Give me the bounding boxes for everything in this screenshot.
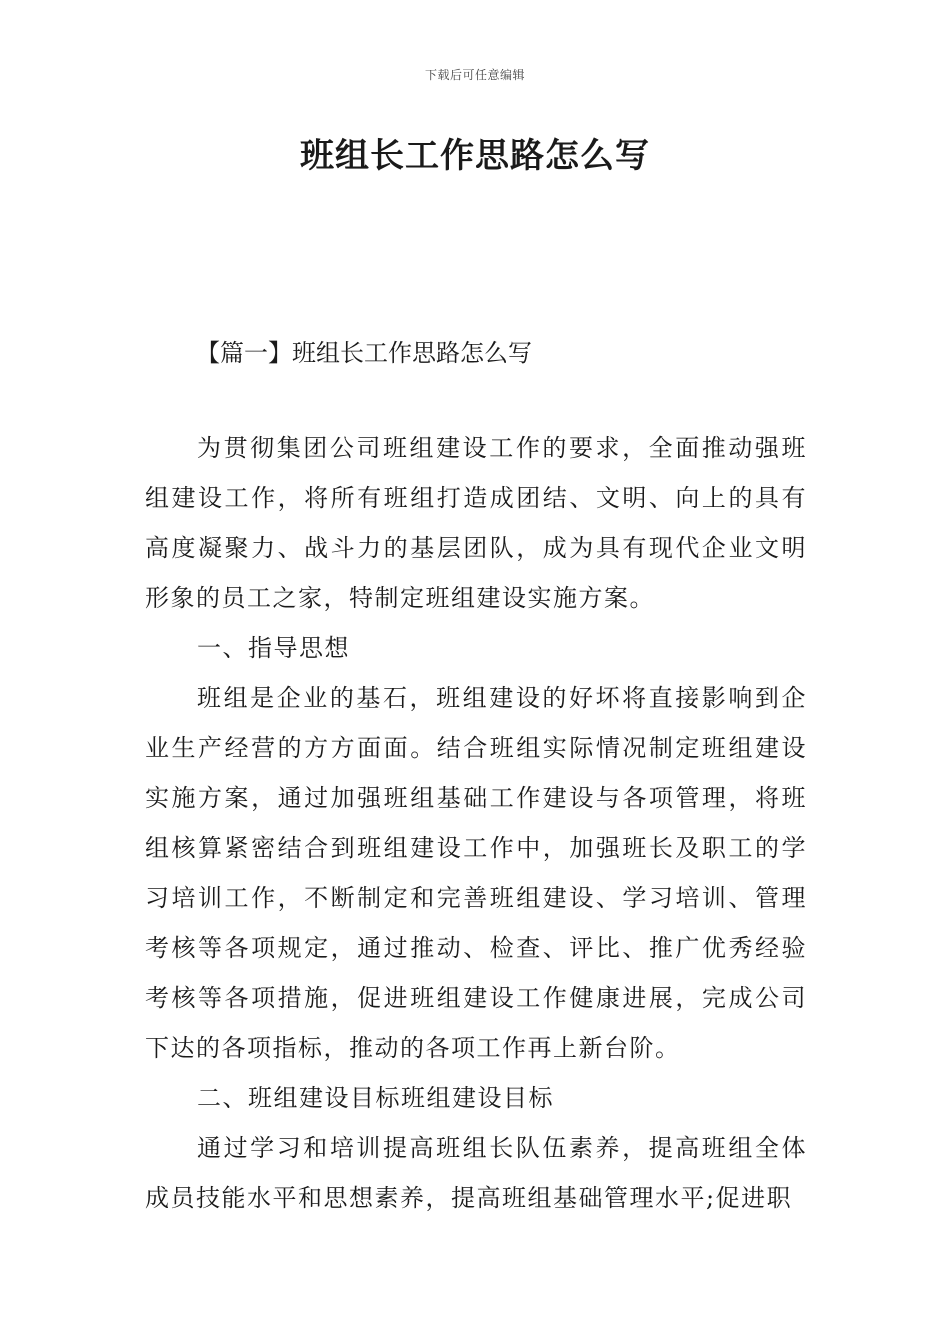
document-title: 班组长工作思路怎么写 [300, 136, 650, 176]
subheading-team-goals: 二、班组建设目标班组建设目标 [197, 1084, 554, 1112]
paragraph-guiding-ideology: 班组是企业的基石，班组建设的好坏将直接影响到企业生产经营的方方面面。结合班组实际情况制定班组建设实施方案，通过加强班组基础工作建设与各项管理，将班组核算紧密结合到班组建设工作中，加强班长及职工的学习培训工作，不断制定和完善班组建设、学习培训、管理考核等各项规定，通过推动、检查、评比、推广优秀经验考核等各项措施，促进班组建设工作健康进展，完成公司下达的各项指标，推动的各项工作再上新台阶。 [145, 684, 807, 1062]
subheading-guiding-ideology: 一、指导思想 [197, 634, 350, 662]
body-text [145, 423, 807, 1223]
header-note: 下载后可任意编辑 [424, 68, 525, 82]
section-heading: 【篇一】班组长工作思路怎么写 [196, 339, 532, 367]
paragraph-team-goals: 通过学习和培训提高班组长队伍素养，提高班组全体成员技能水平和思想素养，提高班组基础管理水平;促进职 [145, 1134, 807, 1212]
paragraph-intro: 为贯彻集团公司班组建设工作的要求，全面推动强班组建设工作，将所有班组打造成团结、文明、向上的具有高度凝聚力、战斗力的基层团队，成为具有现代企业文明形象的员工之家，特制定班组建设实施方案。 [145, 434, 807, 612]
